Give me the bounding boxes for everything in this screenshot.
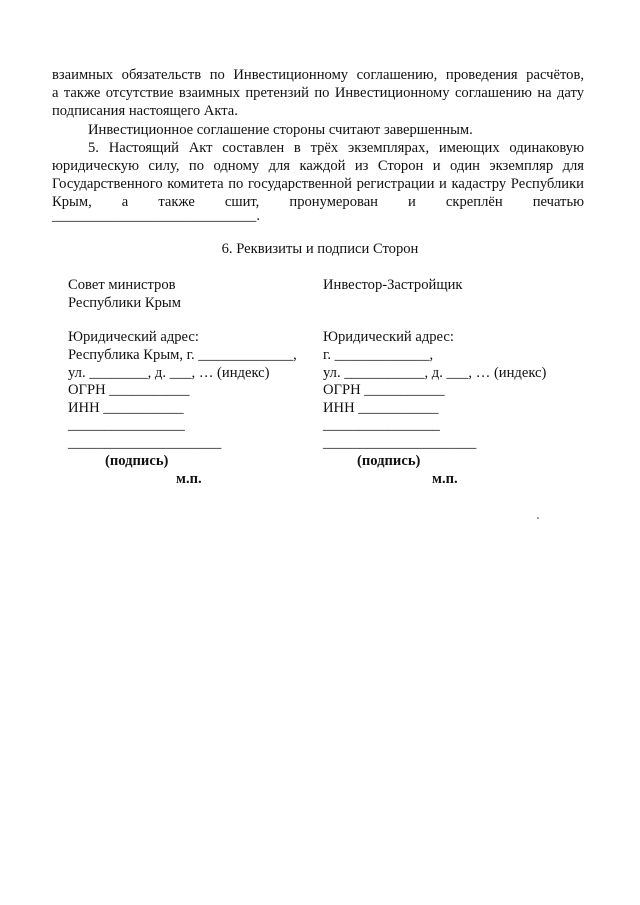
left-party-ogrn: ОГРН ___________ [68, 382, 190, 398]
left-party-inn: ИНН ___________ [68, 400, 184, 416]
left-party-blank-line-2: _____________________ [68, 435, 222, 451]
left-party-address-line-2: ул. ________, д. ___, … (индекс) [68, 365, 270, 381]
paragraph-1-line-1: взаимных обязательств по Инвестиционному соглашению, проведения расчётов, [52, 67, 584, 83]
paragraph-3-line-4: Крым, а также сшит, пронумерован и скреплён печатью [52, 194, 584, 210]
scan-speck [537, 517, 539, 519]
left-party-stamp-label: м.п. [176, 471, 202, 487]
right-party-name: Инвестор-Застройщик [323, 277, 463, 293]
paragraph-1-line-3: подписания настоящего Акта. [52, 103, 238, 119]
right-party-address-line-2: ул. ___________, д. ___, … (индекс) [323, 365, 547, 381]
right-party-blank-line-2: _____________________ [323, 435, 477, 451]
paragraph-3-line-3: Государственного комитета по государственной регистрации и кадастру Республики [52, 176, 584, 192]
paragraph-1-line-2: а также отсутствие взаимных претензий по Инвестиционному соглашению на дату [52, 85, 584, 101]
right-party-ogrn: ОГРН ___________ [323, 382, 445, 398]
section-title: 6. Реквизиты и подписи Сторон [221, 241, 419, 257]
left-party-name-line-2: Республики Крым [68, 295, 181, 311]
paragraph-3-line-2: юридическую силу, по одному для каждой из Сторон и один экземпляр для [52, 158, 584, 174]
right-party-address-line-1: г. _____________, [323, 347, 434, 363]
left-party-signature-label: (подпись) [105, 453, 169, 469]
left-party-name-line-1: Совет министров [68, 277, 176, 293]
paragraph-3-line-1: 5. Настоящий Акт составлен в трёх экземплярах, имеющих одинаковую [88, 140, 584, 156]
right-party-address-label: Юридический адрес: [323, 329, 454, 345]
right-party-stamp-label: м.п. [432, 471, 458, 487]
left-party-address-line-1: Республика Крым, г. _____________, [68, 347, 297, 363]
paragraph-2: Инвестиционное соглашение стороны считают завершенным. [88, 122, 473, 138]
left-party-blank-line-1: ________________ [68, 417, 185, 433]
left-party-address-label: Юридический адрес: [68, 329, 199, 345]
paragraph-3-line-5: ____________________________. [52, 208, 260, 224]
right-party-blank-line-1: ________________ [323, 417, 440, 433]
right-party-signature-label: (подпись) [357, 453, 421, 469]
right-party-inn: ИНН ___________ [323, 400, 439, 416]
